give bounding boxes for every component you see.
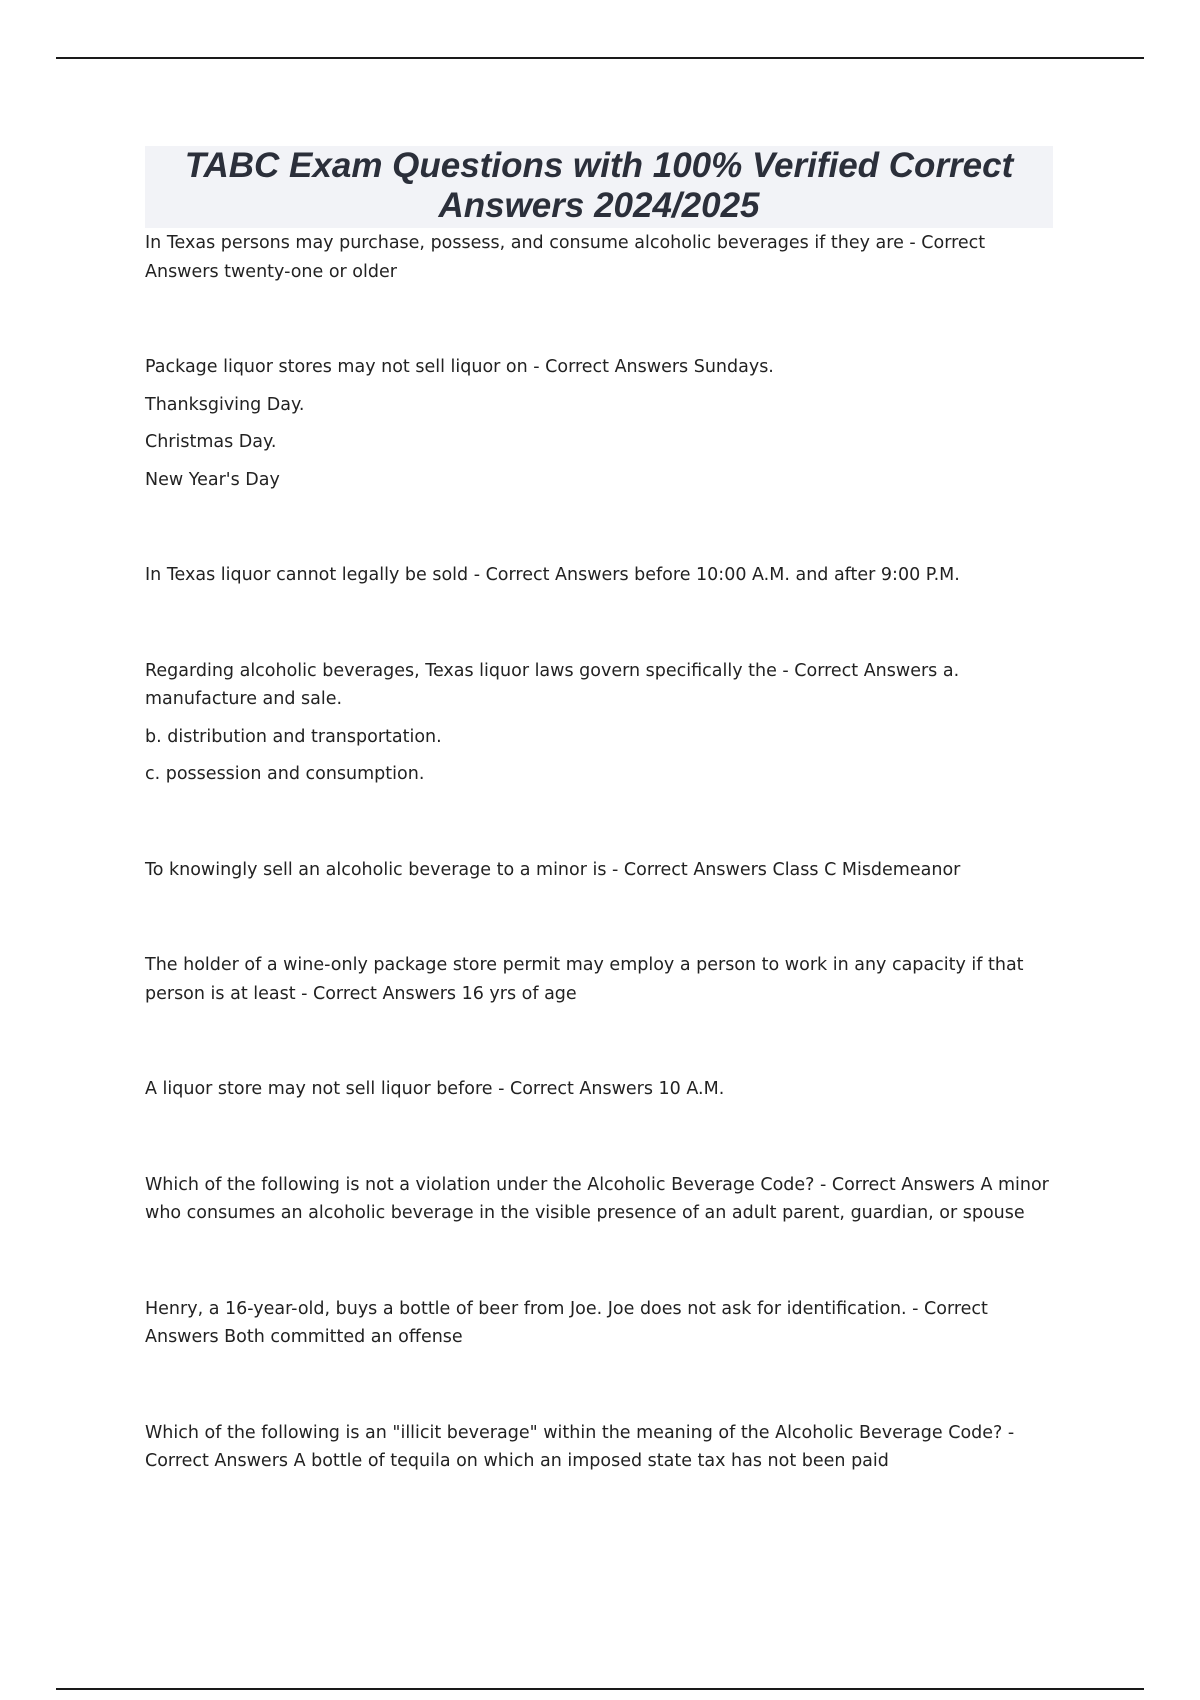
- qa-item: Which of the following is an "illicit beverage" within the meaning of the Alcoholic Beverage Code? - Correct Answers A bottle of tequila on which an imposed state tax has not been paid: [145, 1422, 1015, 1471]
- qa-item: Package liquor stores may not sell liquor on - Correct Answers Sundays.: [145, 357, 774, 377]
- qa-item: To knowingly sell an alcoholic beverage to a minor is - Correct Answers Class C Misdemeanor: [145, 859, 961, 880]
- qa-item: b. distribution and transportation.: [145, 726, 442, 747]
- qa-item: In Texas liquor cannot legally be sold - Correct Answers before 10:00 A.M. and after 9:00 P.M.: [145, 565, 960, 585]
- top-rule: [56, 57, 1144, 59]
- qa-item: c. possession and consumption.: [145, 764, 425, 784]
- document-title: TABC Exam Questions with 100% Verified Correct Answers 2024/2025: [145, 146, 1053, 228]
- qa-item: A liquor store may not sell liquor before - Correct Answers 10 A.M.: [145, 1079, 725, 1099]
- qa-item: Regarding alcoholic beverages, Texas liquor laws govern specifically the - Correct Answers a. manufacture and sale.: [145, 660, 960, 709]
- qa-item: Thanksgiving Day.: [145, 394, 305, 415]
- qa-item: Which of the following is not a violation under the Alcoholic Beverage Code? - Correct Answers A minor who consumes an alcoholic beverage in the visible presence of an adult parent, guardian, or spouse: [145, 1174, 1049, 1223]
- qa-item: Christmas Day.: [145, 432, 277, 452]
- qa-list: [145, 229, 1050, 1485]
- bottom-rule: [56, 1688, 1144, 1690]
- qa-item: The holder of a wine-only package store permit may employ a person to work in any capacity if that person is at least - Correct Answers 16 yrs of age: [145, 955, 1024, 1004]
- qa-item: New Year's Day: [145, 469, 280, 490]
- qa-item: Henry, a 16-year-old, buys a bottle of beer from Joe. Joe does not ask for identification. - Correct Answers Both committed an offense: [145, 1298, 988, 1347]
- qa-item: In Texas persons may purchase, possess, and consume alcoholic beverages if they are - Correct Answers twenty-one or older: [145, 233, 986, 282]
